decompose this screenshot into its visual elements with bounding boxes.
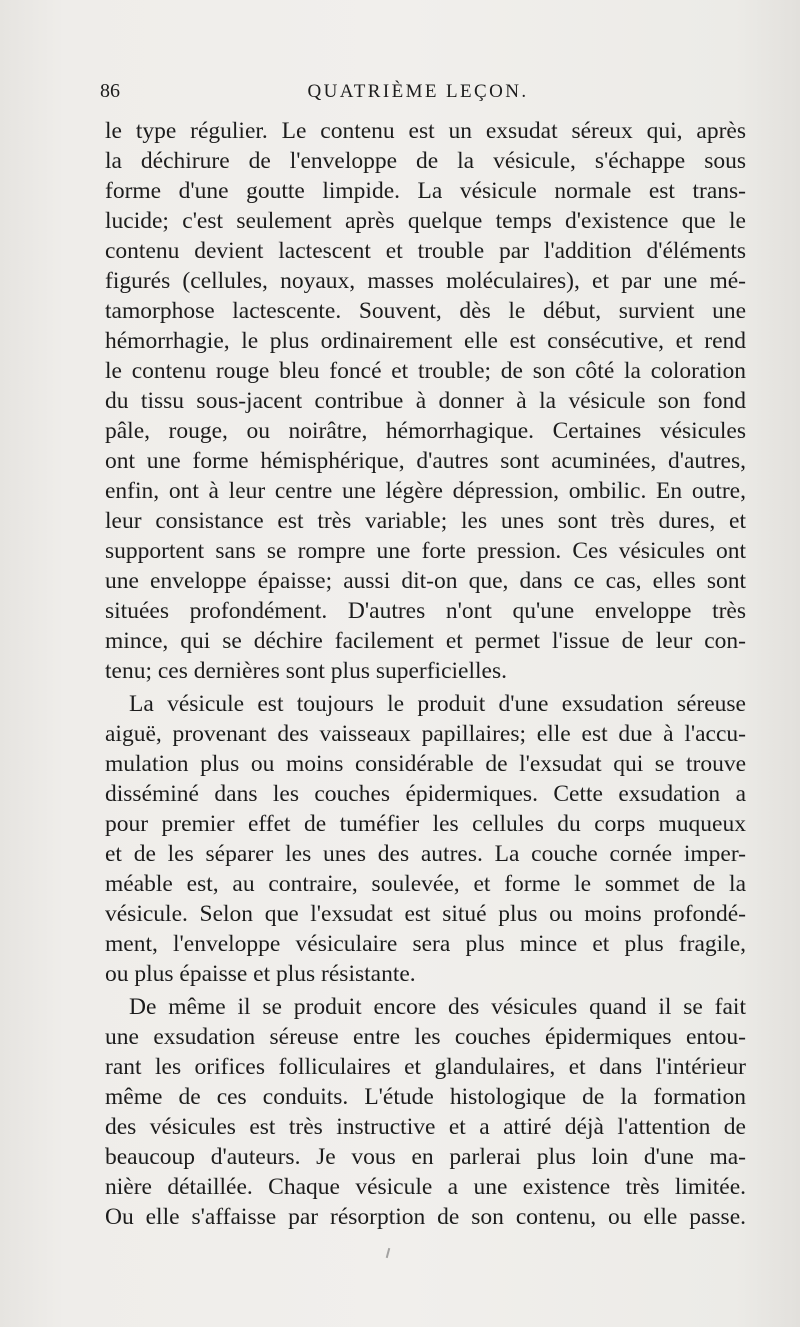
text-line: ment, l'enveloppe vésiculaire sera plus mince et plus fragile, <box>105 931 746 957</box>
text-line: vésicule. Selon que l'exsudat est situé plus ou moins profondé- <box>105 901 746 927</box>
paragraph-1 <box>105 116 746 686</box>
text-line: méable est, au contraire, soulevée, et forme le sommet de la <box>105 871 746 897</box>
text-line: forme d'une goutte limpide. La vésicule normale est trans- <box>105 178 746 204</box>
ink-mark <box>386 1248 391 1258</box>
text-line: le contenu rouge bleu foncé et trouble; de son côté la coloration <box>105 358 746 384</box>
text-line: De même il se produit encore des vésicules quand il se fait <box>129 994 746 1020</box>
text-line: mulation plus ou moins considérable de l'exsudat qui se trouve <box>105 751 746 777</box>
text-line: La vésicule est toujours le produit d'une exsudation séreuse <box>129 691 746 717</box>
text-line: mince, qui se déchire facilement et permet l'issue de leur con- <box>105 628 746 654</box>
text-line: rant les orifices folliculaires et glandulaires, et dans l'intérieur <box>105 1054 746 1080</box>
text-line: même de ces conduits. L'étude histologique de la formation <box>105 1084 746 1110</box>
running-title: QUATRIÈME LEÇON. <box>307 81 529 102</box>
paragraph-2 <box>105 689 746 989</box>
text-line: enfin, ont à leur centre une légère dépression, ombilic. En outre, <box>105 478 746 504</box>
text-line: tenu; ces dernières sont plus superficielles. <box>105 658 507 684</box>
text-line: une enveloppe épaisse; aussi dit-on que, dans ce cas, elles sont <box>105 568 746 594</box>
text-line: pâle, rouge, ou noirâtre, hémorrhagique. Certaines vésicules <box>105 418 746 444</box>
text-line: du tissu sous-jacent contribue à donner à la vésicule son fond <box>105 388 746 414</box>
text-line: la déchirure de l'enveloppe de la vésicule, s'échappe sous <box>105 148 746 174</box>
text-line: situées profondément. D'autres n'ont qu'une enveloppe très <box>105 598 746 624</box>
text-line: nière détaillée. Chaque vésicule a une existence très limitée. <box>105 1174 746 1200</box>
text-line: ont une forme hémisphérique, d'autres sont acuminées, d'autres, <box>105 448 746 474</box>
text-line: beaucoup d'auteurs. Je vous en parlerai plus loin d'une ma- <box>105 1144 746 1170</box>
text-line: aiguë, provenant des vaisseaux papillaires; elle est due à l'accu- <box>105 721 746 747</box>
text-line: tamorphose lactescente. Souvent, dès le début, survient une <box>105 298 746 324</box>
text-line: leur consistance est très variable; les unes sont très dures, et <box>105 508 746 534</box>
text-line: contenu devient lactescent et trouble par l'addition d'éléments <box>105 238 746 264</box>
text-line: des vésicules est très instructive et a attiré déjà l'attention de <box>105 1114 746 1140</box>
page-number: 86 <box>100 80 120 102</box>
text-line: pour premier effet de tuméfier les cellules du corps muqueux <box>105 811 746 837</box>
paragraph-3 <box>105 992 746 1232</box>
text-line: disséminé dans les couches épidermiques. Cette exsudation a <box>105 781 746 807</box>
text-line: hémorrhagie, le plus ordinairement elle est consécutive, et rend <box>105 328 746 354</box>
text-line: lucide; c'est seulement après quelque temps d'existence que le <box>105 208 746 234</box>
text-line: et de les séparer les unes des autres. La couche cornée imper- <box>105 841 746 867</box>
text-line: supportent sans se rompre une forte pression. Ces vésicules ont <box>105 538 746 564</box>
body-text <box>105 116 746 1235</box>
text-line: Ou elle s'affaisse par résorption de son contenu, ou elle passe. <box>105 1204 746 1230</box>
text-line: le type régulier. Le contenu est un exsudat séreux qui, après <box>105 118 746 144</box>
text-line: une exsudation séreuse entre les couches épidermiques entou- <box>105 1024 746 1050</box>
text-line: ou plus épaisse et plus résistante. <box>105 961 416 987</box>
text-line: figurés (cellules, noyaux, masses moléculaires), et par une mé- <box>105 268 746 294</box>
